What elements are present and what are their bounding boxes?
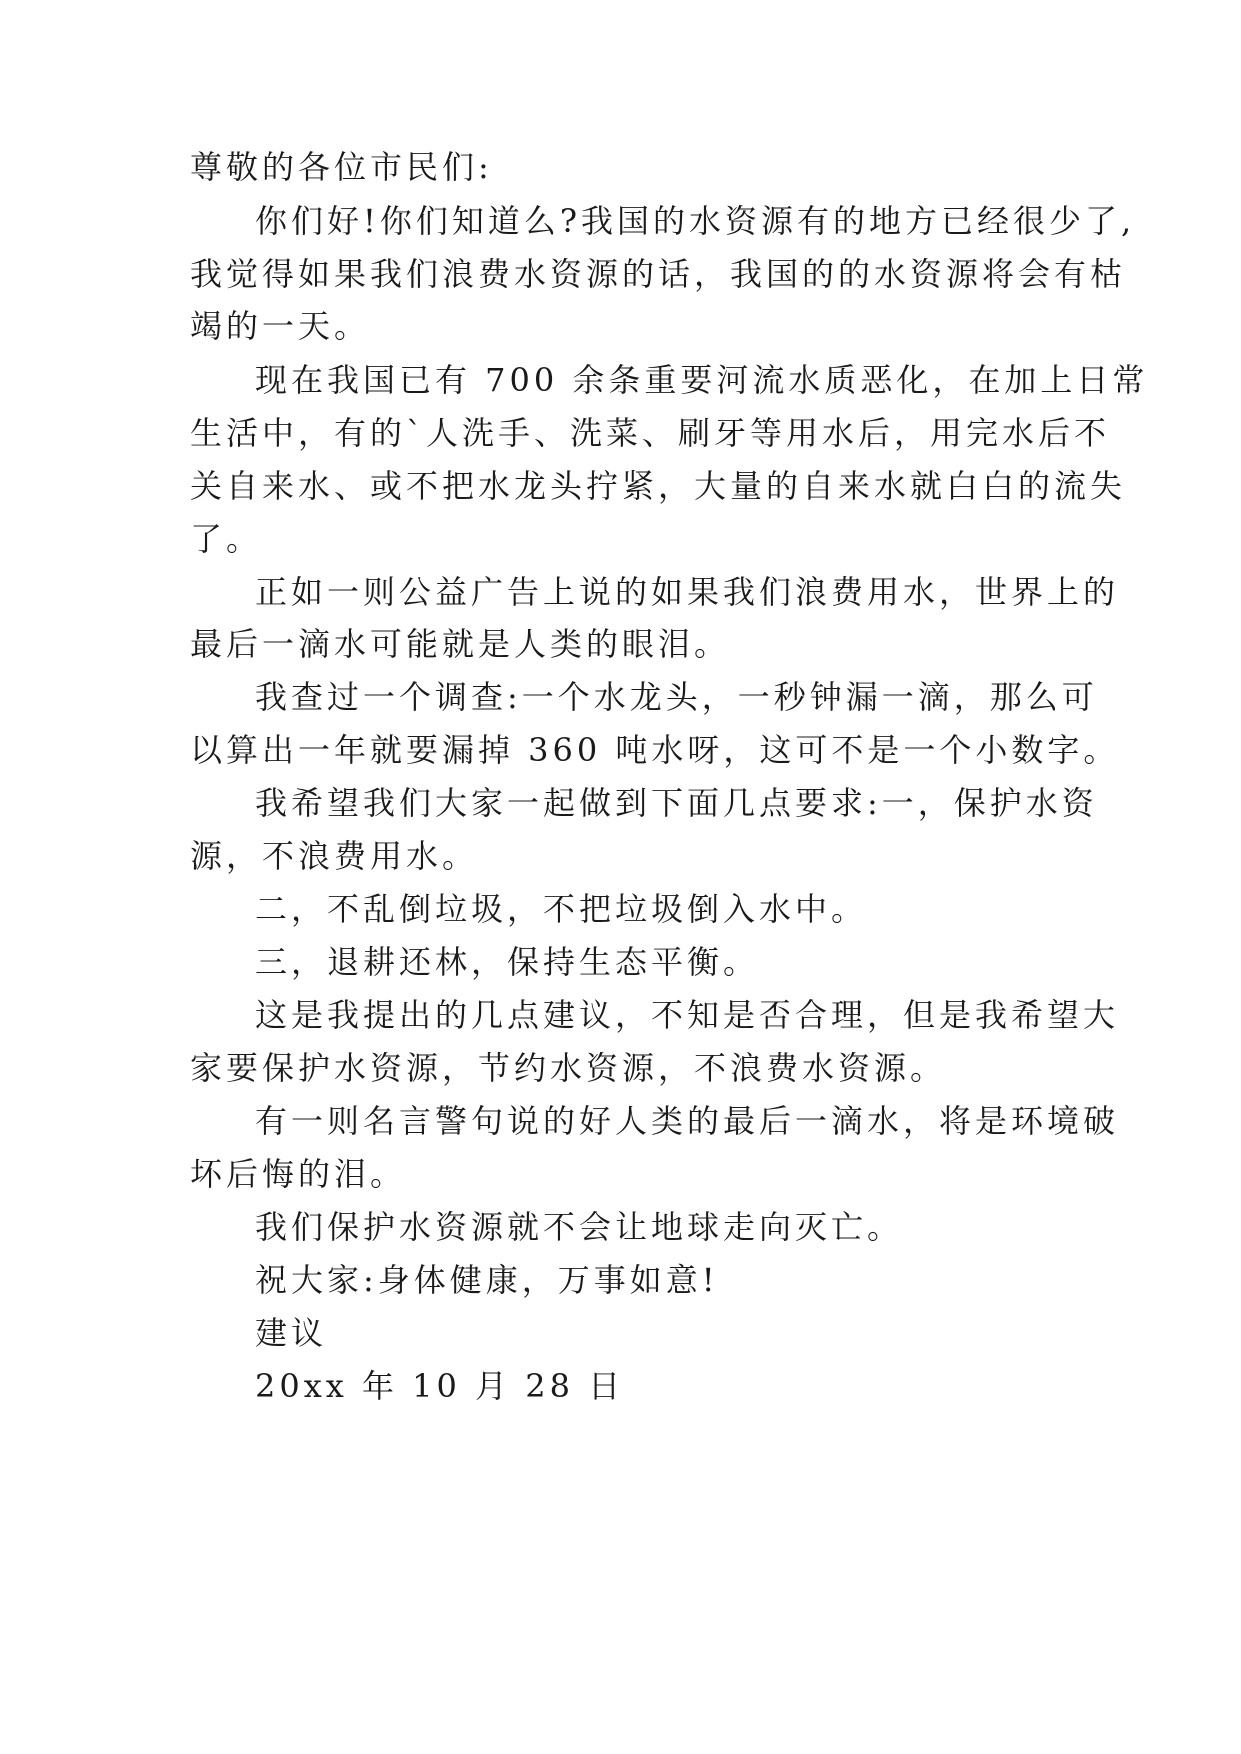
paragraph-8-line-2: 家要保护水资源，节约水资源，不浪费水资源。 [190, 1049, 947, 1087]
paragraph-5-line-1: 我希望我们大家一起做到下面几点要求:一，保护水资 [255, 784, 1098, 822]
paragraph-3-line-2: 最后一滴水可能就是人类的眼泪。 [190, 625, 731, 663]
paragraph-9-line-2: 坏后悔的泪。 [190, 1155, 407, 1193]
date: 20xx 年 10 月 28 日 [255, 1367, 625, 1405]
paragraph-1-line-3: 竭的一天。 [190, 307, 371, 345]
paragraph-4-line-2: 以算出一年就要漏掉 360 吨水呀，这可不是一个小数字。 [190, 731, 1120, 769]
paragraph-2-line-1: 现在我国已有 700 余条重要河流水质恶化，在加上日常 [255, 361, 1149, 399]
paragraph-6: 二，不乱倒垃圾，不把垃圾倒入水中。 [255, 890, 868, 928]
paragraph-2-line-2: 生活中，有的`人洗手、洗菜、刷牙等用水后，用完水后不 [190, 414, 1111, 452]
paragraph-4-line-1: 我查过一个调查:一个水龙头，一秒钟漏一滴，那么可 [255, 678, 1098, 716]
paragraph-2-line-3: 关自来水、或不把水龙头拧紧，大量的自来水就白白的流失 [190, 467, 1127, 505]
paragraph-1-line-2: 我觉得如果我们浪费水资源的话，我国的的水资源将会有枯 [190, 255, 1127, 293]
paragraph-8-line-1: 这是我提出的几点建议，不知是否合理，但是我希望大 [255, 996, 1120, 1034]
closing-wish: 祝大家:身体健康，万事如意! [255, 1261, 719, 1299]
signature: 建议 [255, 1314, 328, 1352]
paragraph-1-line-1: 你们好!你们知道么?我国的水资源有的地方已经很少了, [255, 202, 1136, 240]
paragraph-3-line-1: 正如一则公益广告上说的如果我们浪费用水，世界上的 [255, 573, 1120, 611]
salutation: 尊敬的各位市民们: [190, 148, 493, 186]
paragraph-7: 三，退耕还林，保持生态平衡。 [255, 943, 760, 981]
paragraph-9-line-1: 有一则名言警句说的好人类的最后一滴水，将是环境破 [255, 1102, 1120, 1140]
paragraph-5-line-2: 源，不浪费用水。 [190, 837, 479, 875]
paragraph-10: 我们保护水资源就不会让地球走向灭亡。 [255, 1208, 904, 1246]
paragraph-2-line-4: 了。 [190, 520, 263, 558]
